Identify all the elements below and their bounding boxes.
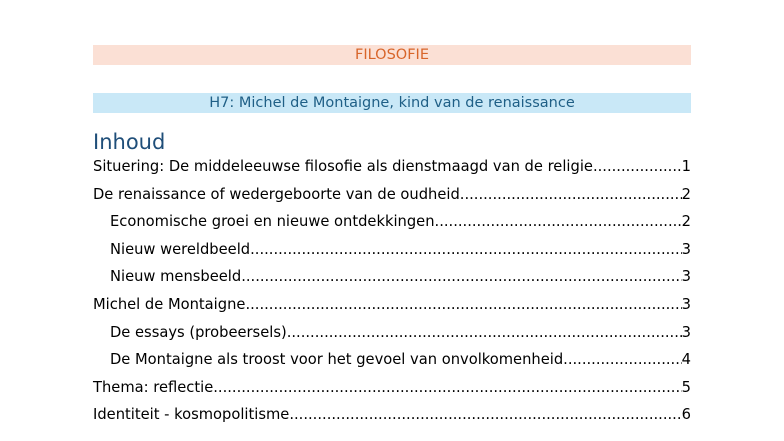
toc-leader-dots [245, 291, 681, 319]
toc-entry[interactable] [93, 181, 691, 209]
toc-entry[interactable] [93, 319, 691, 347]
toc-entry[interactable] [93, 291, 691, 319]
toc-entry-page: 3 [681, 268, 691, 286]
chapter-banner [93, 93, 691, 113]
toc-entry-title: De Montaigne als troost voor het gevoel van onvolkomenheid [110, 351, 564, 369]
toc-leader-dots [460, 181, 682, 209]
toc-leader-dots [435, 208, 682, 236]
toc-heading: Inhoud [93, 130, 166, 154]
toc-entry-page: 3 [681, 240, 691, 258]
toc-entry-title: Thema: reflectie [93, 378, 214, 396]
toc-entry[interactable] [93, 374, 691, 402]
toc-entry-title: Identiteit - kosmopolitisme [93, 406, 290, 424]
toc-entry-title: Michel de Montaigne [93, 295, 246, 313]
toc-entry[interactable] [93, 346, 691, 374]
toc-entry-title: Nieuw mensbeeld [110, 268, 242, 286]
toc-entry-page: 2 [681, 213, 691, 231]
toc-entry-page: 4 [681, 351, 691, 369]
toc-entry[interactable] [93, 263, 691, 291]
toc-entry[interactable] [93, 153, 691, 181]
toc-entry-page: 2 [681, 185, 691, 203]
toc-entry[interactable] [93, 208, 691, 236]
toc-entry-page: 1 [681, 158, 691, 175]
table-of-contents [93, 153, 691, 429]
toc-entry-page: 3 [681, 295, 691, 313]
toc-entry-page: 5 [681, 378, 691, 396]
toc-leader-dots [213, 374, 681, 402]
toc-entry-title: Situering: De middeleeuwse filosofie als dienstmaagd van de religie [93, 158, 593, 175]
toc-entry-page: 3 [681, 323, 691, 341]
toc-leader-dots [250, 236, 682, 264]
toc-entry[interactable] [93, 236, 691, 264]
toc-leader-dots [287, 319, 682, 347]
toc-entry[interactable] [93, 401, 691, 429]
subject-banner [93, 45, 691, 65]
toc-entry-title: De essays (probeersels) [110, 323, 287, 341]
toc-leader-dots [563, 346, 681, 374]
toc-entry-title: Nieuw wereldbeeld [110, 240, 251, 258]
subject-title: FILOSOFIE [355, 47, 429, 63]
toc-leader-dots [289, 401, 681, 429]
toc-entry-page: 6 [681, 406, 691, 424]
toc-entry-title: De renaissance of wedergeboorte van de oudheid [93, 185, 460, 203]
toc-leader-dots [241, 263, 681, 291]
toc-leader-dots [593, 153, 682, 181]
chapter-title: H7: Michel de Montaigne, kind van de renaissance [209, 95, 575, 111]
toc-entry-title: Economische groei en nieuwe ontdekkingen [110, 213, 435, 231]
